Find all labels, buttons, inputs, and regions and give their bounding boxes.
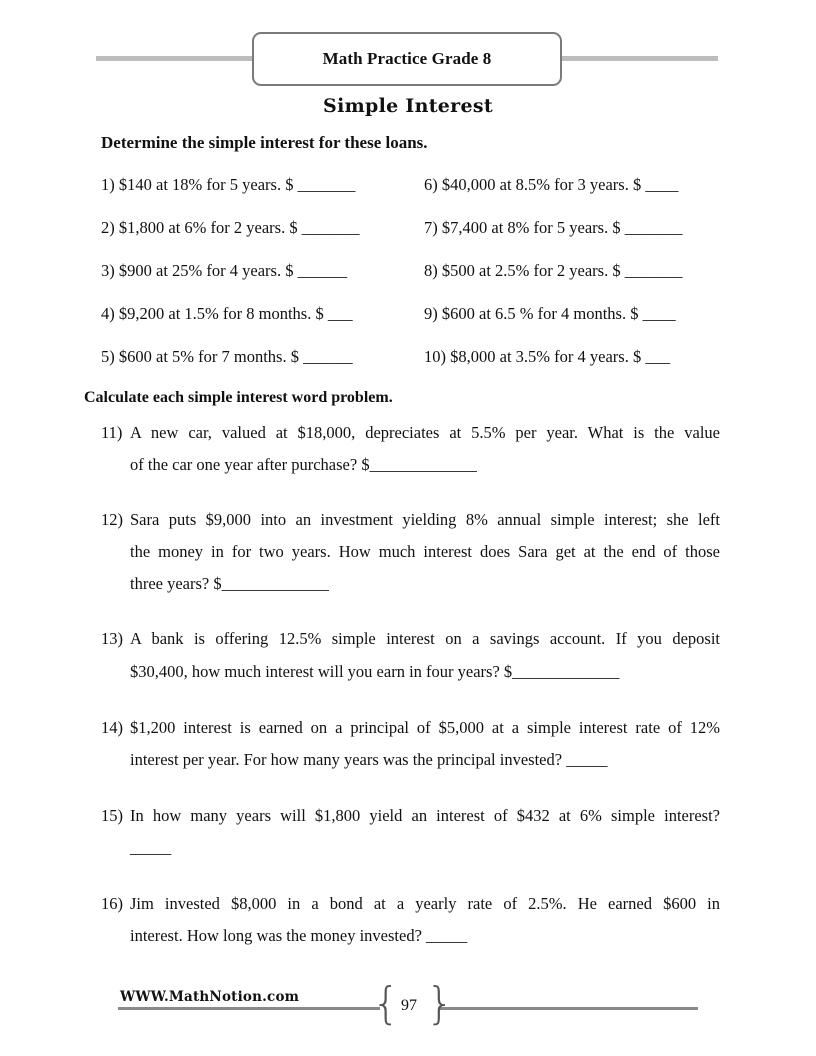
header-rule-right [560, 56, 718, 61]
problem-15-line-1: In how many years will $1,800 yield an interest of $432 at 6% simple interest? [130, 806, 720, 825]
problem-15-line-2: _____ [130, 838, 172, 857]
header-rule-left [96, 56, 254, 61]
problem-14-number: 14) [101, 718, 123, 737]
problem-16-line-1: Jim invested $8,000 in a bond at a yearly rate of 2.5%. He earned $600 in [130, 894, 720, 913]
loan-item-2: 2) $1,800 at 6% for 2 years. $ _______ [101, 218, 360, 237]
footer-website: WWW.MathNotion.com [120, 989, 300, 1005]
section2-instruction: Calculate each simple interest word problem. [84, 389, 393, 406]
problem-14-line-2: interest per year. For how many years was the principal invested? _____ [130, 750, 608, 769]
problem-14-line-1: $1,200 interest is earned on a principal of $5,000 at a simple interest rate of 12% [130, 718, 720, 737]
page-number: 97 [401, 997, 417, 1014]
problem-12-number: 12) [101, 510, 123, 529]
loan-item-6: 6) $40,000 at 8.5% for 3 years. $ ____ [424, 175, 679, 194]
footer-rule-left [118, 1007, 380, 1010]
loan-item-5: 5) $600 at 5% for 7 months. $ ______ [101, 347, 353, 366]
loan-item-3: 3) $900 at 25% for 4 years. $ ______ [101, 261, 348, 280]
problem-13-line-1: A bank is offering 12.5% simple interest on a savings account. If you deposit [130, 629, 720, 648]
problem-11-number: 11) [101, 423, 123, 442]
problem-13-line-2: $30,400, how much interest will you earn in four years? $_____________ [130, 662, 620, 681]
footer-rule-right [440, 1007, 698, 1010]
page-title: Simple Interest [323, 95, 493, 117]
header-title: Math Practice Grade 8 [322, 49, 492, 68]
header-title-box [252, 32, 562, 86]
problem-16-line-2: interest. How long was the money invested? _____ [130, 926, 468, 945]
loan-item-8: 8) $500 at 2.5% for 2 years. $ _______ [424, 261, 683, 280]
loan-item-1: 1) $140 at 18% for 5 years. $ _______ [101, 175, 356, 194]
problem-12-line-2: the money in for two years. How much interest does Sara get at the end of those [130, 542, 720, 561]
section1-instruction: Determine the simple interest for these loans. [101, 133, 428, 152]
loan-item-7: 7) $7,400 at 8% for 5 years. $ _______ [424, 218, 683, 237]
right-brace-icon: } [426, 978, 454, 1029]
loan-item-9: 9) $600 at 6.5 % for 4 months. $ ____ [424, 304, 676, 323]
left-brace-icon: { [372, 978, 400, 1029]
loan-item-4: 4) $9,200 at 1.5% for 8 months. $ ___ [101, 304, 353, 323]
loan-item-10: 10) $8,000 at 3.5% for 4 years. $ ___ [424, 347, 671, 366]
problem-11-line-1: A new car, valued at $18,000, depreciates at 5.5% per year. What is the value [130, 423, 720, 442]
problem-16-number: 16) [101, 894, 123, 913]
problem-12-line-1: Sara puts $9,000 into an investment yielding 8% annual simple interest; she left [130, 510, 720, 529]
problem-11-line-2: of the car one year after purchase? $_____________ [130, 455, 477, 474]
problem-15-number: 15) [101, 806, 123, 825]
problem-13-number: 13) [101, 629, 123, 648]
problem-12-line-3: three years? $_____________ [130, 574, 329, 593]
